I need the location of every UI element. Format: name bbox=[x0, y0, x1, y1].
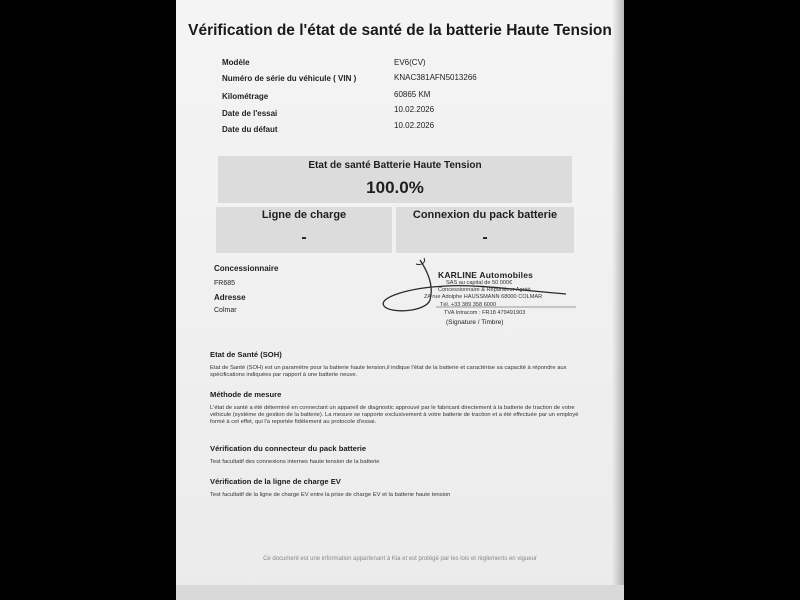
vin-value: KNAC381AFN5013266 bbox=[394, 73, 477, 82]
pack-connection-box bbox=[396, 207, 574, 253]
soh-section-text: Etat de Santé (SOH) est un paramètre pour la batterie haute tension,il indique l'état de la batterie et caractérise sa capacité à répondre aux spécifications indiquées par rapport à une batterie neuve. bbox=[210, 365, 567, 378]
soh-box-value: 100.0% bbox=[366, 178, 424, 197]
soh-section-title: Etat de Santé (SOH) bbox=[210, 350, 282, 359]
address-value: Colmar bbox=[214, 307, 237, 314]
pack-section-title: Vérification du connecteur du pack batterie bbox=[210, 444, 367, 453]
pack-connection-value: - bbox=[482, 229, 488, 246]
stamp-company: KARLINE Automobiles bbox=[438, 270, 534, 280]
stamp-line1: SAS au capital de 50 000€ bbox=[446, 280, 513, 286]
stamp-caption: (Signature / Timbre) bbox=[446, 319, 504, 326]
page-bottom-edge bbox=[176, 585, 624, 600]
stamp-line5: TVA Intracom : FR18 479491903 bbox=[444, 310, 526, 316]
charge-section-title: Vérification de la ligne de charge EV bbox=[210, 477, 341, 486]
stamp-line4: Tél. +33 389 358 6000 bbox=[440, 302, 497, 308]
method-section-title: Méthode de mesure bbox=[210, 390, 282, 399]
stamp-line3: ZA rue Adolphe HAUSSMANN 68000 COLMAR bbox=[424, 294, 543, 300]
pack-section-text: Test facultatif des connexions internes haute tension de la batterie bbox=[210, 459, 380, 465]
signature-icon bbox=[376, 252, 586, 322]
page-edge-shadow bbox=[612, 0, 624, 600]
km-label: Kilométrage bbox=[222, 92, 269, 101]
vin-label: Numéro de série du véhicule ( VIN ) bbox=[222, 74, 357, 83]
charge-line-value: - bbox=[301, 229, 307, 246]
model-value: EV6(CV) bbox=[394, 58, 426, 67]
charge-line-header: Ligne de charge bbox=[261, 209, 347, 221]
method-section-text: L'état de santé a été déterminé en connectant un appareil de diagnostic approuvé par le fabricant directement à la batterie de traction de votre véhicule (système de gestion de la batterie). La mesure se rapporte exclusivement à votre batterie de traction et a été effectuée par un employé formé à cet effet, qui l'a reportée fidèlement au protocole d'essai. bbox=[210, 405, 579, 425]
page-title: Vérification de l'état de santé de la batterie Haute Tension bbox=[188, 22, 612, 39]
document-page bbox=[176, 0, 624, 600]
address-label: Adresse bbox=[214, 293, 246, 302]
soh-box bbox=[218, 156, 572, 203]
fault-date-label: Date du défaut bbox=[222, 125, 278, 134]
charge-section-text: Test facultatif de la ligne de charge EV entre la prise de charge EV et la batterie haute tension bbox=[210, 492, 451, 498]
model-label: Modèle bbox=[222, 58, 250, 67]
fault-date-value: 10.02.2026 bbox=[394, 121, 435, 130]
dealer-label: Concessionnaire bbox=[214, 264, 279, 273]
test-date-label: Date de l'essai bbox=[222, 109, 278, 118]
test-date-value: 10.02.2026 bbox=[394, 105, 435, 114]
soh-box-header: Etat de santé Batterie Haute Tension bbox=[308, 160, 482, 171]
page-footer: Ce document est une information appartenant à Kia et est protégé par les lois et règlements en vigueur bbox=[263, 556, 537, 562]
stamp-line2: Concessionnaire & Réparateur Agréé bbox=[438, 287, 531, 293]
pack-connection-header: Connexion du pack batterie bbox=[412, 209, 558, 221]
km-value: 60865 KM bbox=[394, 90, 431, 99]
charge-line-box bbox=[216, 207, 392, 253]
dealer-value: FR685 bbox=[214, 280, 236, 287]
